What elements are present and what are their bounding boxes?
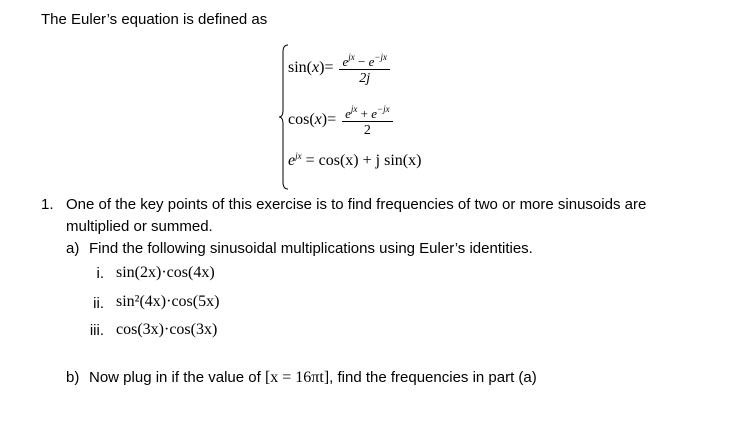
cos-lhs: cos [288,111,310,129]
part-b-text-after: , find the frequencies in part (a) [329,369,537,386]
cos-fraction: $\frac{e^{jx} + e^{-jx}}{2}$ [342,102,392,139]
sin-num: e [342,54,349,69]
part-b-line [89,369,537,387]
cos-equation: cos(x)= $\frac{e^{jx} + e^{-jx}}{2}$ [288,102,393,139]
euler-rhs: = cos(x) + j sin(x) [305,152,422,169]
part-b-expression: [x = 16πt] [264,369,330,386]
question-text-line2: multiplied or summed. [66,218,213,235]
sin-lhs: sin [288,59,307,77]
part-b-label: b) [66,369,80,386]
sin-den: 2j [359,71,371,86]
item-ii-label: ii. [93,295,104,312]
sin-fraction: $\frac{e^{jx} - e^{-jx}}{2j}$ [339,50,389,87]
item-i-expression: sin(2x)·cos(4x) [116,264,215,281]
cos-den: 2 [363,123,371,138]
euler-equations-block [278,44,448,190]
sin-equation: sin(x)= $\frac{e^{jx} - e^{-jx}}{2j}$ [288,50,390,87]
part-a-label: a) [66,240,80,257]
item-iii-label: iii. [89,322,104,339]
intro-text: The Euler’s equation is defined as [41,11,268,28]
question-text-line1: One of the key points of this exercise is to find frequencies of two or more sinusoids are [66,196,647,213]
euler-identity: $e^{jx} = \cos(x) + j$ sin(x) [288,151,422,169]
part-b-text-before: Now plug in if the value of [89,369,261,386]
cos-num: e [345,106,351,121]
part-a-text: Find the following sinusoidal multiplications using Euler’s identities. [89,240,533,257]
item-iii-expression: cos(3x)·cos(3x) [116,321,218,338]
item-i-label: i. [96,265,104,282]
question-number: 1. [41,196,54,213]
euler-lhs: e [288,152,296,169]
item-ii-expression: sin²(4x)·cos(5x) [116,293,220,310]
